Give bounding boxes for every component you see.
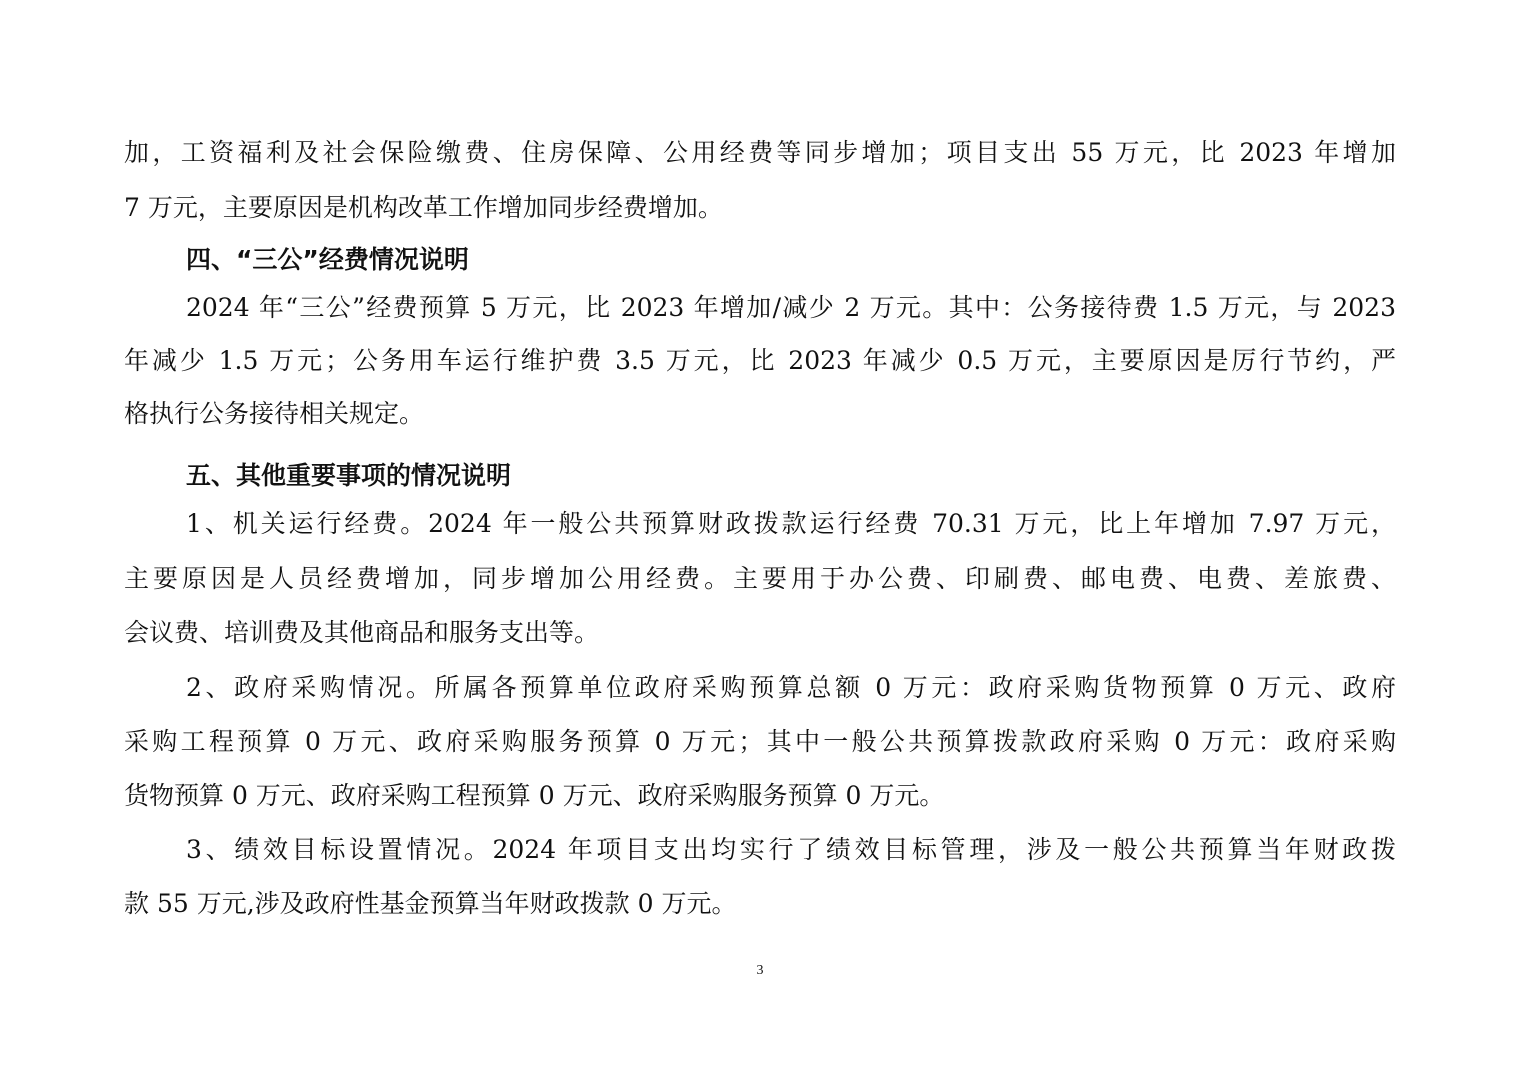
paragraph-line: 货物预算 0 万元、政府采购工程预算 0 万元、政府采购服务预算 0 万元。 (124, 781, 945, 810)
page-number: 3 (756, 963, 764, 978)
paragraph-line: 2、政府采购情况。所属各预算单位政府采购预算总额 0 万元：政府采购货物预算 0 万元、政府 (186, 673, 1396, 702)
paragraph-line: 款 55 万元,涉及政府性基金预算当年财政拨款 0 万元。 (124, 889, 737, 918)
paragraph-line: 1、机关运行经费。2024 年一般公共预算财政拨款运行经费 70.31 万元，比上年增加 7.97 万元， (186, 509, 1396, 538)
section-heading-three-public: 四、“三公”经费情况说明 (186, 245, 469, 274)
paragraph-line: 采购工程预算 0 万元、政府采购服务预算 0 万元；其中一般公共预算拨款政府采购 0 万元：政府采购 (124, 727, 1396, 756)
paragraph-line: 主要原因是人员经费增加，同步增加公用经费。主要用于办公费、印刷费、邮电费、电费、差旅费、 (124, 564, 1396, 593)
paragraph-line: 年减少 1.5 万元；公务用车运行维护费 3.5 万元，比 2023 年减少 0.5 万元，主要原因是厉行节约，严 (124, 346, 1396, 375)
paragraph-line: 2024 年“三公”经费预算 5 万元，比 2023 年增加/减少 2 万元。其中：公务接待费 1.5 万元，与 2023 (186, 293, 1396, 322)
paragraph-line: 格执行公务接待相关规定。 (124, 399, 425, 428)
section-heading-other-matters: 五、其他重要事项的情况说明 (186, 461, 512, 490)
paragraph-line: 3、绩效目标设置情况。2024 年项目支出均实行了绩效目标管理，涉及一般公共预算当年财政拨 (186, 835, 1396, 864)
paragraph-line: 加，工资福利及社会保险缴费、住房保障、公用经费等同步增加；项目支出 55 万元，比 2023 年增加 (124, 138, 1396, 167)
paragraph-line: 7 万元，主要原因是机构改革工作增加同步经费增加。 (124, 193, 723, 222)
paragraph-line: 会议费、培训费及其他商品和服务支出等。 (124, 618, 600, 647)
